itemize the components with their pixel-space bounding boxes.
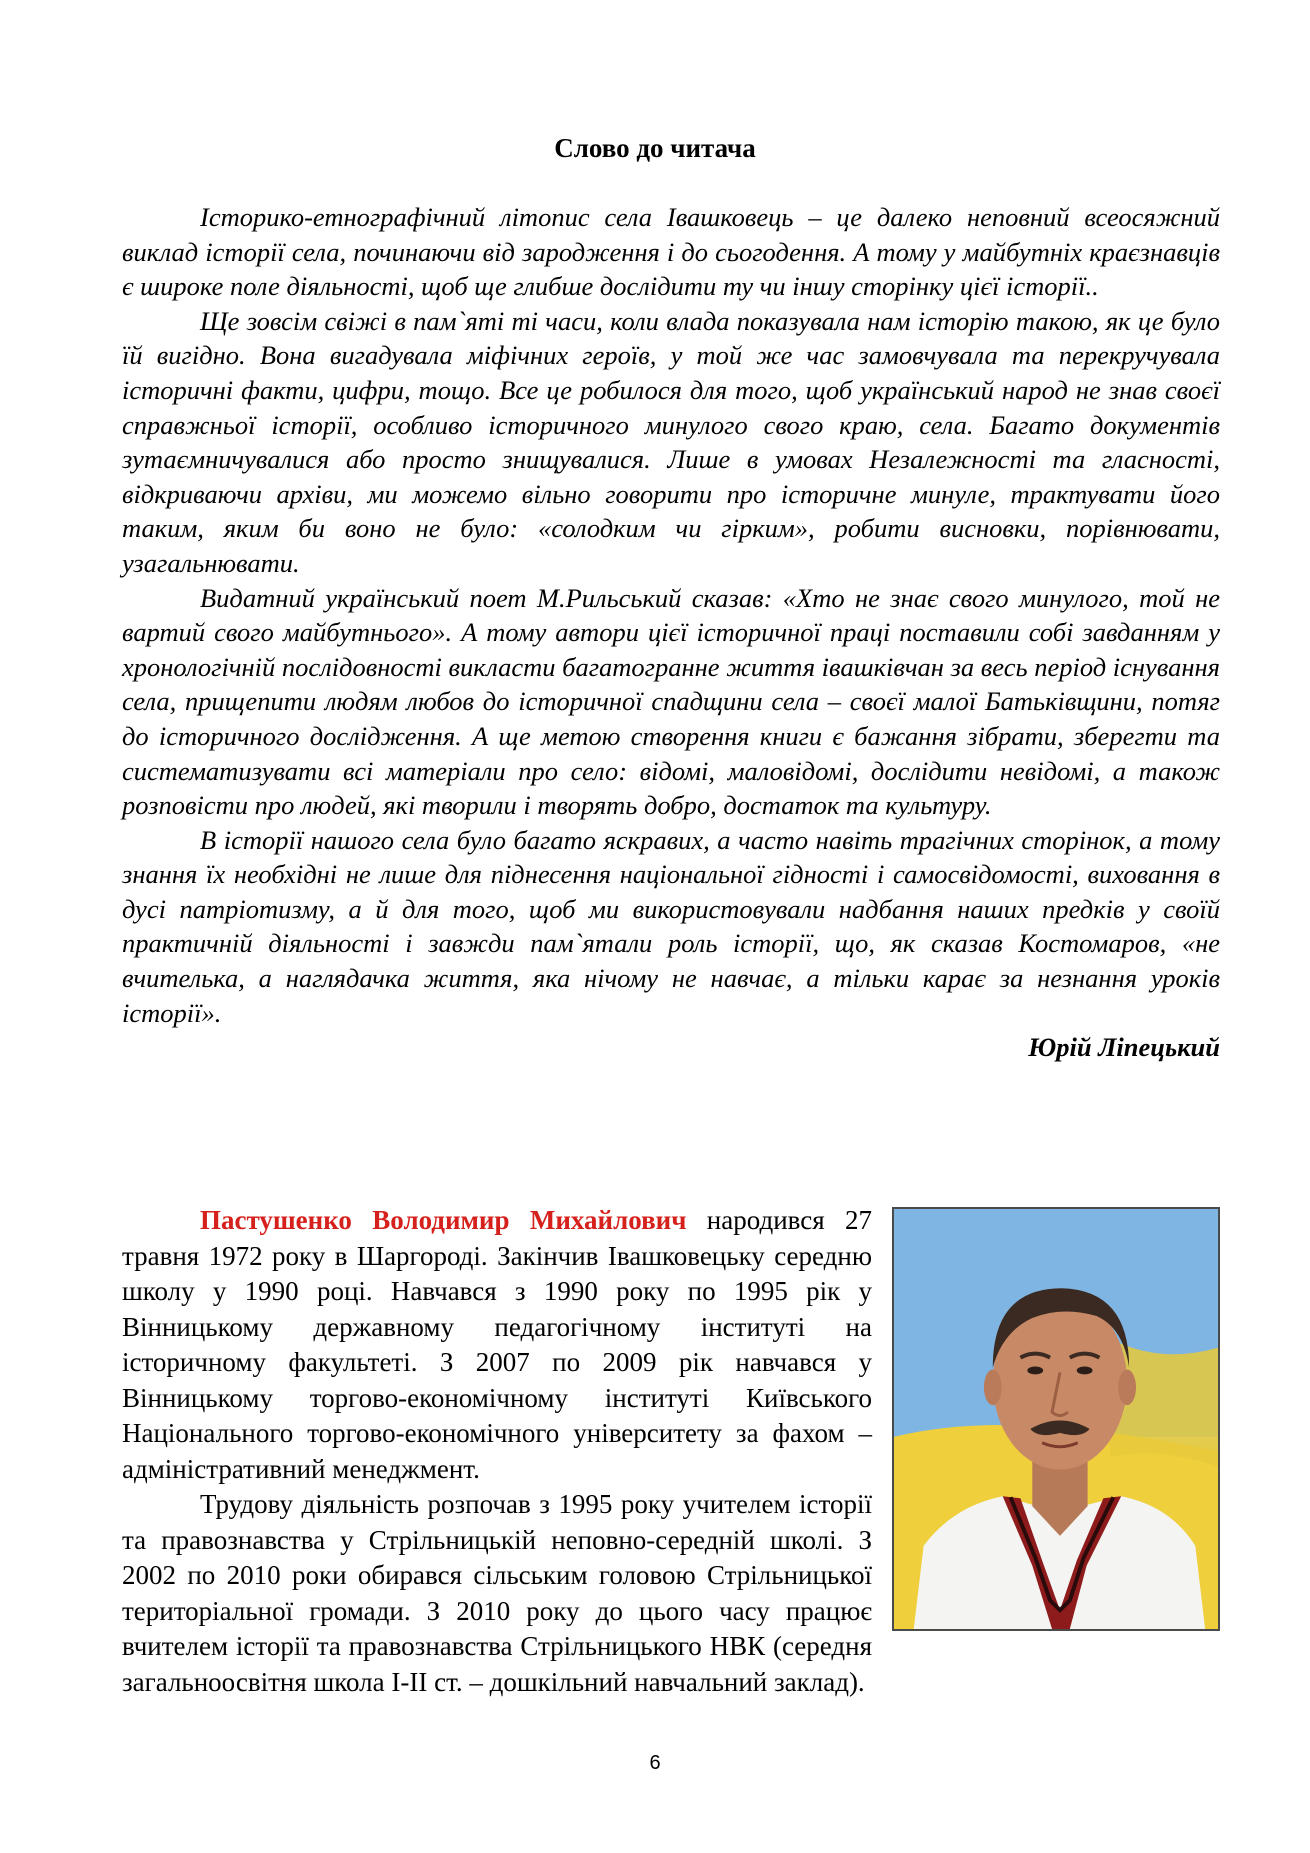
intro-text xyxy=(122,200,1220,1065)
portrait-photo xyxy=(892,1207,1220,1631)
bio-paragraph-2: Трудову діяльність розпочав з 1995 року учителем історії та правознавства у Стрільницькій неповно-середній школі. З 2002 по 2010 роки обирався сільським головою Стрільницької територіальної громади. З 2010 року до цього часу працює вчителем історії та правознавства Стрільницького НВК (середня загальноосвітня школа І-ІІ ст. – дошкільний навчальний заклад). xyxy=(122,1489,872,1697)
portrait-image xyxy=(894,1209,1218,1629)
intro-paragraph-2: Ще зовсім свіжі в пам`яті ті часи, коли влада показувала нам історію такою, як це було їй вигідно. Вона вигадувала міфічних героїв, у той же час замовчувала та перекручувала історичні факти, цифри, тощо. Все це робилося для того, щоб український народ не знав своєї справжньої історії, особливо історичного минулого свого краю, села. Багато документів зутаємничувалися або просто знищувалися. Лише в умовах Незалежності та гласності, відкриваючи архіви, ми можемо вільно говорити про історичне минуле, трактувати його таким, яким би воно не було: «солодким чи гірким», робити висновки, порівнювати, узагальнювати. xyxy=(122,305,1220,578)
author-signature: Юрій Ліпецький xyxy=(1028,1032,1220,1063)
person-name: Пастушенко Володимир Михайлович xyxy=(200,1205,687,1235)
intro-paragraph-3: Видатний український поет М.Рильський сказав: «Хто не знає свого минулого, той не вартий свого майбутнього». А тому автори цієї історичної праці поставили собі завданням у хронологічній послідовності викласти багатогранне життя івашківчан за весь період існування села, прищепити людям любов до історичної спадщини села – своєї малої Батьківщини, потяг до історичного дослідження. А ще метою створення книги є бажання зібрати, зберегти та систематизувати всі матеріали про село: відомі, маловідомі, дослідити невідомі, а також розповісти про людей, які творили і творять добро, достаток та культуру. xyxy=(122,582,1220,821)
page-number: 6 xyxy=(649,1752,661,1774)
biography-section xyxy=(122,1203,1220,1700)
bio-paragraph-1-text: народився 27 травня 1972 року в Шаргороді. Закінчив Івашковецьку середню школу у 1990 році. Навчався з 1990 року по 1995 рік у Вінницькому державному педагогічному інституті на історичному факультеті. З 2007 по 2009 рік навчався у Вінницькому торгово-економічному інституті Київського Національного торгово-економічного університету за фахом – адміністративний менеджмент. xyxy=(122,1205,872,1484)
intro-paragraph-1: Історико-етнографічний літопис села Івашковець – це далеко неповний всеосяжний виклад історії села, починаючи від зародження і до сьогодення. А тому у майбутніх краєзнавців є широке поле діяльності, щоб ще глибше дослідити ту чи іншу сторінку цієї історії.. xyxy=(122,202,1220,302)
intro-paragraph-4: В історії нашого села було багато яскравих, а часто навіть трагічних сторінок, а тому знання їх необхідні не лише для піднесення національної гідності і самосвідомості, виховання в дусі патріотизму, а й для того, щоб ми використовували надбання наших предків у своїй практичній діяльності і завжди пам`ятали роль історії, що, як сказав Костомаров, «не вчителька, а наглядачка життя, яка нічому не навчає, а тільки карає за незнання уроків історії». xyxy=(122,824,1220,1028)
page-heading: Слово до читача xyxy=(554,133,756,163)
